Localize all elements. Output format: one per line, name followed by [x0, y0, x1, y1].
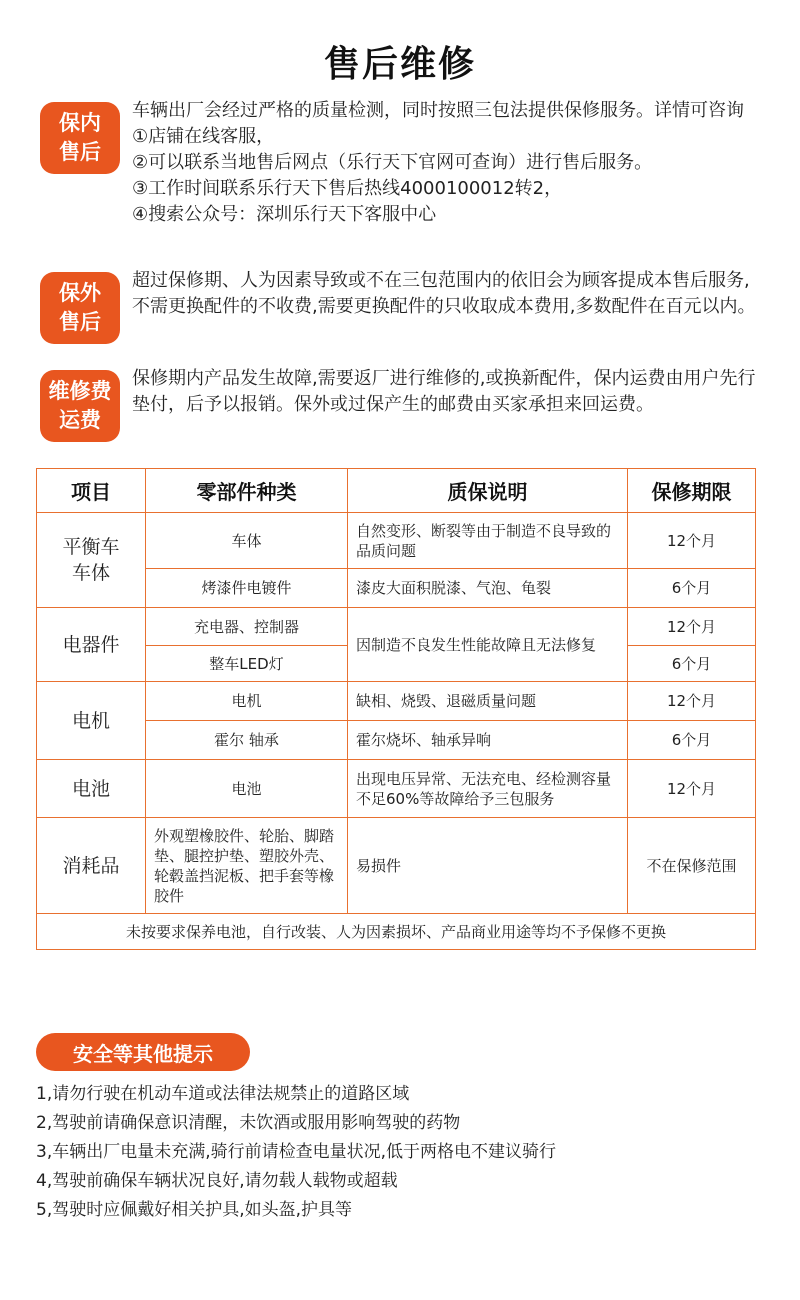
cell-item: 平衡车 车体 [37, 513, 146, 608]
safety-tips-list [36, 1080, 756, 1225]
header-item: 项目 [37, 469, 146, 513]
policy-text [132, 268, 760, 320]
policy-line: ④搜索公众号：深圳乐行天下客服中心 [132, 204, 437, 225]
cell-part: 充电器、控制器 [146, 608, 348, 646]
header-part: 零部件种类 [146, 469, 348, 513]
table-row [37, 682, 756, 721]
cell-part: 外观塑橡胶件、轮胎、脚踏垫、腿控护垫、塑胶外壳、轮毂盖挡泥板、把手套等橡胶件 [146, 818, 348, 914]
policy-line: ②可以联系当地售后网点（乐行天下官网可查询）进行售后服务。 [132, 152, 653, 173]
cell-part: 整车LED灯 [146, 646, 348, 682]
table-row [37, 818, 756, 914]
cell-period: 6个月 [628, 721, 756, 760]
table-footnote-row [37, 914, 756, 950]
list-item: 5,驾驶时应佩戴好相关护具,如头盔,护具等 [36, 1200, 353, 1220]
cell-period: 6个月 [628, 646, 756, 682]
header-desc: 质保说明 [348, 469, 628, 513]
policy-badge: 保外 售后 [40, 272, 120, 344]
page-title: 售后维修 [323, 44, 476, 85]
cell-period: 12个月 [628, 682, 756, 721]
cell-period: 12个月 [628, 513, 756, 569]
cell-period: 不在保修范围 [628, 818, 756, 914]
list-item: 4,驾驶前确保车辆状况良好,请勿载人载物或超载 [36, 1171, 398, 1191]
table-row [37, 608, 756, 646]
policy-line: 车辆出厂会经过严格的质量检测，同时按照三包法提供保修服务。详情可咨询 [132, 100, 744, 121]
cell-desc: 缺相、烧毁、退磁质量问题 [348, 682, 628, 721]
table-footnote: 未按要求保养电池，自行改装、人为因素损坏、产品商业用途等均不予保修不更换 [37, 914, 756, 950]
cell-desc: 因制造不良发生性能故障且无法修复 [348, 608, 628, 682]
policy-line: 保修期内产品发生故障,需要返厂进行维修的,或换新配件，保内运费由用户先行垫付，后予以报销。保外或过保产生的邮费由买家承担来回运费。 [132, 368, 756, 415]
cell-item: 电池 [37, 760, 146, 818]
table-header-row [37, 469, 756, 513]
policy-text [132, 366, 760, 418]
policy-badge: 保内 售后 [40, 102, 120, 174]
policy-text [132, 98, 760, 228]
policy-line: ③工作时间联系乐行天下售后热线4000100012转2， [132, 178, 563, 199]
cell-desc: 漆皮大面积脱漆、气泡、龟裂 [348, 569, 628, 608]
cell-desc: 出现电压异常、无法充电、经检测容量不足60%等故障给予三包服务 [348, 760, 628, 818]
safety-title-banner: 安全等其他提示 [36, 1033, 250, 1071]
list-item: 3,车辆出厂电量未充满,骑行前请检查电量状况,低于两格电不建议骑行 [36, 1142, 557, 1162]
cell-period: 12个月 [628, 760, 756, 818]
cell-desc: 自然变形、断裂等由于制造不良导致的品质问题 [348, 513, 628, 569]
cell-desc: 霍尔烧坏、轴承异响 [348, 721, 628, 760]
cell-part: 电池 [146, 760, 348, 818]
list-item: 1,请勿行驶在机动车道或法律法规禁止的道路区域 [36, 1084, 410, 1104]
table-row [37, 760, 756, 818]
cell-period: 6个月 [628, 569, 756, 608]
cell-desc: 易损件 [348, 818, 628, 914]
policy-badge: 维修费 运费 [40, 370, 120, 442]
policy-line: 超过保修期、人为因素导致或不在三包范围内的依旧会为顾客提成本售后服务,不需更换配件的不收费,需要更换配件的只收取成本费用,多数配件在百元以内。 [132, 270, 756, 317]
cell-item: 电机 [37, 682, 146, 760]
table-row [37, 513, 756, 569]
header-period: 保修期限 [628, 469, 756, 513]
cell-part: 霍尔 轴承 [146, 721, 348, 760]
list-item: 2,驾驶前请确保意识清醒，未饮酒或服用影响驾驶的药物 [36, 1113, 461, 1133]
cell-part: 车体 [146, 513, 348, 569]
cell-item: 电器件 [37, 608, 146, 682]
cell-item: 消耗品 [37, 818, 146, 914]
cell-part: 烤漆件电镀件 [146, 569, 348, 608]
policy-line: ①店铺在线客服， [132, 126, 275, 147]
cell-period: 12个月 [628, 608, 756, 646]
cell-part: 电机 [146, 682, 348, 721]
warranty-table [36, 468, 756, 950]
